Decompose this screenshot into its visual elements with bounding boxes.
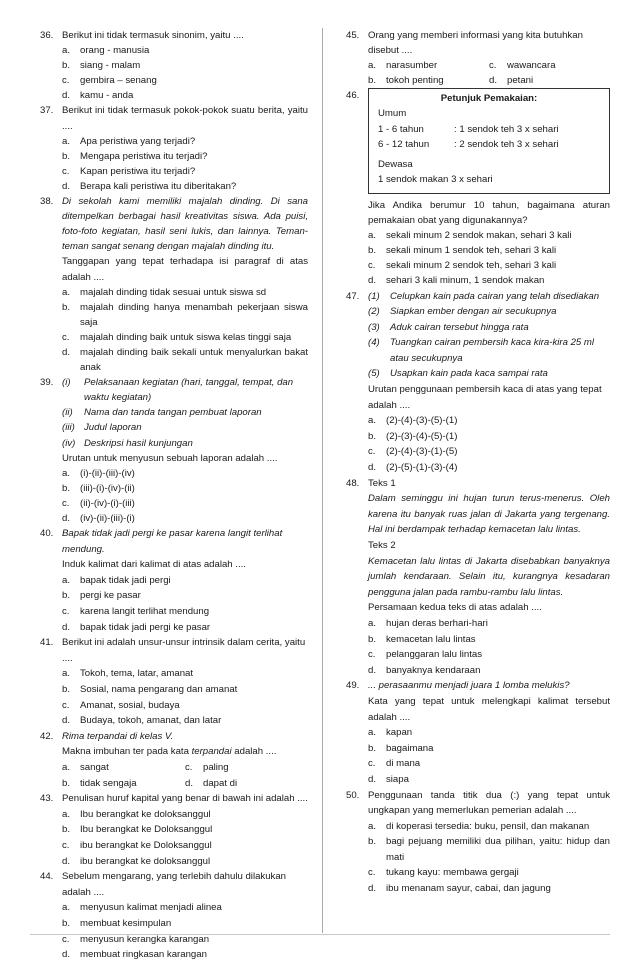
question-39 <box>40 375 308 526</box>
text-1-passage: Dalam seminggu ini hujan turun terus-menerus. Oleh karena itu banyak ruas jalan di Jakarta yang tergenang. Hal ini berdampak terhadap kemacetan lalu lintas. <box>368 493 610 536</box>
option-d[interactable]: d. ibu berangkat ke doloksanggul <box>62 855 211 867</box>
option-b[interactable]: b. siang - malam <box>62 60 141 72</box>
question-48 <box>346 476 610 679</box>
option-c[interactable]: c. ibu berangkat ke Doloksanggul <box>62 839 212 851</box>
right-column <box>346 28 610 897</box>
option-a[interactable]: a. majalah dinding tidak sesuai untuk siswa sd <box>62 286 267 298</box>
option-b[interactable]: b. tokoh penting <box>368 75 444 87</box>
question-passage: Rima terpandai di kelas V. <box>62 730 174 742</box>
question-50 <box>346 788 610 897</box>
option-d[interactable]: d. kamu - anda <box>62 90 134 102</box>
question-text: Penggunaan tanda titik dua (:) yang tepat untuk ungkapan yang memerlukan pemerian adalah .... <box>368 789 610 817</box>
question-text: Induk kalimat dari kalimat di atas adalah .... <box>62 559 246 571</box>
option-a[interactable]: a. sangat <box>62 762 109 773</box>
step-item: (2) Siapkan ember dengan air secukupnya <box>368 306 557 318</box>
question-number: 43. <box>40 793 54 805</box>
option-c[interactable]: c. menyusun kerangka karangan <box>62 933 210 945</box>
option-a[interactable]: a. (2)-(4)-(3)-(5)-(1) <box>368 415 458 427</box>
question-passage: ... perasaanmu menjadi juara 1 lomba melukis? <box>368 680 570 692</box>
option-c[interactable]: c. tukang kayu: membawa gergaji <box>368 867 519 879</box>
question-text: Kata yang tepat untuk melengkapi kalimat tersebut adalah .... <box>368 695 610 723</box>
option-c[interactable]: c. Amanat, sosial, budaya <box>62 699 180 711</box>
option-c[interactable]: c. majalah dinding baik untuk siswa kelas tinggi saja <box>62 331 292 343</box>
question-number: 45. <box>346 30 360 41</box>
usage-instructions-box <box>368 88 610 194</box>
question-number: 36. <box>40 30 54 41</box>
step-item: (1) Celupkan kain pada cairan yang telah disediakan <box>368 290 600 302</box>
option-c[interactable]: c. pelanggaran lalu lintas <box>368 649 483 661</box>
option-a[interactable]: a. bapak tidak jadi pergi <box>62 574 171 586</box>
question-text: Sebelum mengarang, yang terlebih dahulu dilakukan adalah .... <box>62 871 287 898</box>
option-a[interactable]: a. Apa peristiwa yang terjadi? <box>62 135 196 147</box>
option-b[interactable]: b. Sosial, nama pengarang dan amanat <box>62 684 238 696</box>
question-text: Makna imbuhan ter pada kata terpandai adalah .... <box>62 746 277 758</box>
question-number: 44. <box>40 871 54 883</box>
question-text: Berikut ini tidak termasuk pokok-pokok suatu berita, yaitu .... <box>62 105 308 132</box>
question-text: Penulisan huruf kapital yang benar di bawah ini adalah .... <box>62 793 308 805</box>
question-text: Urutan untuk menyusun sebuah laporan adalah .... <box>62 452 278 464</box>
question-number: 37. <box>40 105 54 117</box>
question-text: Tanggapan yang tepat terhadapa isi paragraf di atas adalah .... <box>62 256 308 283</box>
option-a[interactable]: a. (i)-(ii)-(iii)-(iv) <box>62 467 135 479</box>
option-a[interactable]: a. Tokoh, tema, latar, amanat <box>62 668 194 680</box>
question-41 <box>40 635 308 729</box>
dosage-line: 1 sendok makan 3 x sehari <box>378 173 493 185</box>
question-passage: Di sekolah kami memiliki majalah dinding. Di sana ditempelkan berbagai hasil kreativitas siswa. Ada puisi, foto-foto kegiatan, hasil seni lukis, dan lainnya. Teman-teman sangat senang dengan majalah dinding itu. <box>62 196 308 253</box>
option-b[interactable]: b. (2)-(3)-(4)-(5)-(1) <box>368 430 458 442</box>
question-40 <box>40 526 308 635</box>
box-title: Petunjuk Pemakaian: <box>440 93 538 105</box>
option-a[interactable]: a. narasumber <box>368 60 438 72</box>
question-number: 42. <box>40 730 54 742</box>
option-c[interactable]: c. wawancara <box>489 60 556 72</box>
column-divider <box>322 28 323 933</box>
question-number: 46. <box>346 90 360 102</box>
option-d[interactable]: d. ibu menanam sayur, cabai, dan jagung <box>368 883 551 895</box>
option-d[interactable]: d. Budaya, tokoh, amanat, dan latar <box>62 715 222 727</box>
step-item: (i) Pelaksanaan kegiatan (hari, tanggal, tempat, dan waktu kegiatan) <box>62 377 294 404</box>
option-a[interactable]: a. hujan deras berhari-hari <box>368 617 488 629</box>
question-46 <box>346 88 610 288</box>
option-b[interactable]: b. bagaimana <box>368 742 434 754</box>
option-b[interactable]: b. kemacetan lalu lintas <box>368 633 476 645</box>
question-number: 41. <box>40 637 54 649</box>
dosage-row: 1 - 6 tahun : 1 sendok teh 3 x sehari <box>378 123 559 135</box>
option-a[interactable]: a. sekali minum 2 sendok makan, sehari 3 kali <box>368 230 572 242</box>
question-text: Persamaan kedua teks di atas adalah .... <box>368 602 542 614</box>
option-b[interactable]: b. majalah dinding hanya menambah pekerjaan siswa saja <box>62 301 308 328</box>
step-item: (ii) Nama dan tanda tangan pembuat laporan <box>62 407 262 419</box>
option-c[interactable]: c. paling <box>185 762 229 773</box>
page-bottom-rule <box>30 934 610 935</box>
option-b[interactable]: b. membuat kesimpulan <box>62 917 172 929</box>
text-2-label: Teks 2 <box>368 540 396 551</box>
option-b[interactable]: b. bagi pejuang memiliki dua pilihan, yaitu: hidup dan mati <box>368 836 610 863</box>
left-column <box>40 28 308 963</box>
step-item: (iii) Judul laporan <box>62 422 142 434</box>
option-d[interactable]: d. banyaknya kendaraan <box>368 664 481 676</box>
text-2-passage: Kemacetan lalu lintas di Jakarta disebabkan banyaknya jumlah kendaraan. Selain itu, kurangnya kesadaran pengguna jalan pada rambu-rambu lalu lintas. <box>368 555 610 598</box>
question-38 <box>40 194 308 375</box>
option-a[interactable]: a. kapan <box>368 727 413 739</box>
option-b[interactable]: b. tidak sengaja <box>62 777 137 789</box>
option-b[interactable]: b. pergi ke pasar <box>62 590 141 602</box>
question-number: 49. <box>346 680 360 692</box>
question-number: 40. <box>40 528 54 540</box>
question-number: 38. <box>40 196 54 208</box>
question-44 <box>40 869 308 963</box>
option-d[interactable]: d. (iv)-(ii)-(iii)-(i) <box>62 513 135 524</box>
option-c[interactable]: c. di mana <box>368 758 421 770</box>
option-a[interactable]: a. di koperasi tersedia: buku, pensil, dan makanan <box>368 820 590 832</box>
option-d[interactable]: d. dapat di <box>185 777 238 789</box>
step-item: (iv) Deskripsi hasil kunjungan <box>62 437 193 449</box>
question-36 <box>40 28 308 103</box>
question-49 <box>346 678 610 787</box>
option-d[interactable]: d. petani <box>489 75 534 87</box>
option-b[interactable]: b. sekali minum 1 sendok teh, sehari 3 kali <box>368 245 557 257</box>
option-c[interactable]: c. Kapan peristiwa itu terjadi? <box>62 165 196 177</box>
option-d[interactable]: d. Berapa kali peristiwa itu diberitakan? <box>62 180 237 192</box>
option-d[interactable]: d. membuat ringkasan karangan <box>62 949 207 961</box>
question-text: Jika Andika berumur 10 tahun, bagaimana aturan pemakaian obat yang digunakannya? <box>368 199 610 227</box>
question-37 <box>40 103 308 194</box>
option-a[interactable]: a. orang - manusia <box>62 45 150 57</box>
step-item: (4) Tuangkan cairan pembersih kaca kira-kira 25 ml atau secukupnya <box>368 337 595 364</box>
option-c[interactable]: c. gembira – senang <box>62 75 157 87</box>
option-d[interactable]: d. siapa <box>368 773 409 785</box>
question-number: 50. <box>346 789 360 801</box>
question-number: 47. <box>346 290 360 302</box>
option-c[interactable]: c. (2)-(4)-(3)-(1)-(5) <box>368 446 458 458</box>
option-d[interactable]: d. bapak tidak jadi pergi ke pasar <box>62 621 211 633</box>
question-number: 39. <box>40 377 54 389</box>
question-passage: Bapak tidak jadi pergi ke pasar karena langit terlihat mendung. <box>62 528 283 555</box>
question-text: Orang yang memberi informasi yang kita butuhkan disebut .... <box>368 30 583 57</box>
question-number: 48. <box>346 477 360 489</box>
option-d[interactable]: d. (2)-(5)-(1)-(3)-(4) <box>368 462 458 474</box>
question-43 <box>40 791 308 869</box>
question-text: Berikut ini tidak termasuk sinonim, yaitu .... <box>62 30 244 41</box>
step-item: (3) Aduk cairan tersebut hingga rata <box>368 321 529 333</box>
option-a[interactable]: a. Ibu berangkat ke doloksanggul <box>62 808 211 820</box>
step-item: (5) Usapkan kain pada kaca sampai rata <box>368 368 548 380</box>
question-text: Berikut ini adalah unsur-unsur intrinsik dalam cerita, yaitu .... <box>62 637 306 664</box>
option-d[interactable]: d. sehari 3 kali minum, 1 sendok makan <box>368 275 545 287</box>
option-b[interactable]: b. Ibu berangkat ke Doloksanggul <box>62 824 213 836</box>
option-c[interactable]: c. sekali minum 2 sendok teh, sehari 3 kali <box>368 260 557 272</box>
dosage-group: Dewasa <box>378 158 413 170</box>
question-text: Urutan penggunaan pembersih kaca di atas yang tepat adalah .... <box>368 384 602 411</box>
option-c[interactable]: c. karena langit terlihat mendung <box>62 606 210 618</box>
option-a[interactable]: a. menyusun kalimat menjadi alinea <box>62 902 222 914</box>
option-b[interactable]: b. Mengapa peristiwa itu terjadi? <box>62 150 208 162</box>
question-45 <box>346 28 610 88</box>
question-42 <box>40 729 308 791</box>
dosage-row: 6 - 12 tahun : 2 sendok teh 3 x sehari <box>378 138 559 150</box>
question-47 <box>346 289 610 476</box>
dosage-group: Umum <box>378 108 407 120</box>
text-1-label: Teks 1 <box>368 477 396 489</box>
option-c[interactable]: c. (ii)-(iv)-(i)-(iii) <box>62 497 135 509</box>
option-b[interactable]: b. (iii)-(i)-(iv)-(ii) <box>62 482 135 494</box>
option-d[interactable]: d. majalah dinding baik sekali untuk menyalurkan bakat anak <box>62 346 308 374</box>
